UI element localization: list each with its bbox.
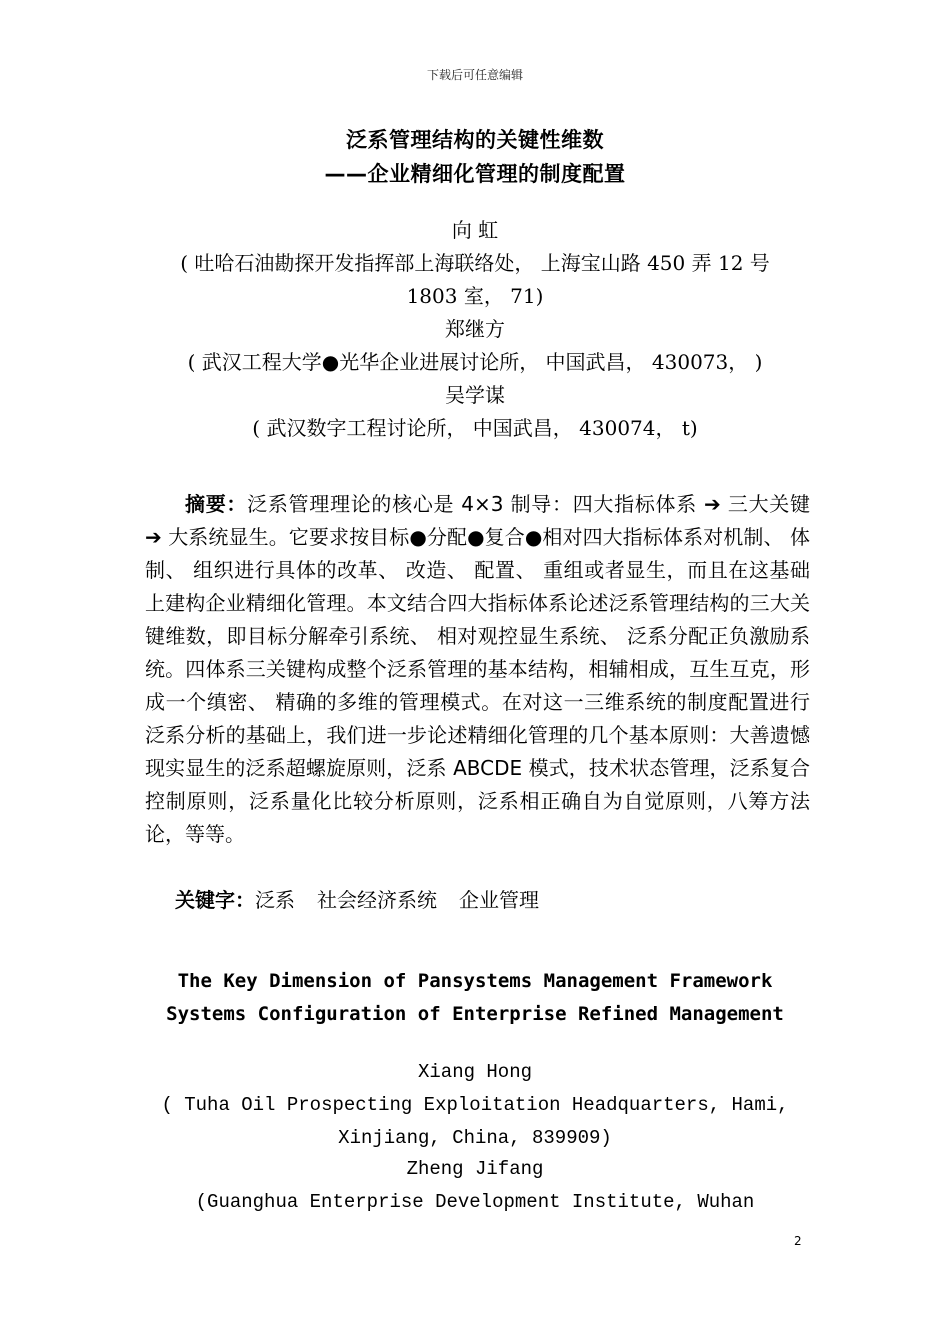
keyword-item: 企业管理 <box>459 888 539 912</box>
english-title-line-2: Systems Configuration of Enterprise Refined Management <box>166 1003 784 1025</box>
author-1-affiliation-line-2: 1803 室， 71) <box>406 284 544 308</box>
keyword-item: 泛系 <box>255 888 295 912</box>
english-title-line-1: The Key Dimension of Pansystems Management Framework <box>177 970 773 992</box>
title-line-1: 泛系管理结构的关键性维数 <box>346 128 604 152</box>
abstract-label: 摘要： <box>185 492 248 516</box>
english-author-1: Xiang Hong <box>417 1061 533 1083</box>
english-affiliation-1-line-2: Xinjiang, China, 839909) <box>338 1127 612 1149</box>
title-line-2: ——企业精细化管理的制度配置 <box>324 162 626 186</box>
page-number: 2 <box>794 1234 802 1248</box>
author-2-name: 郑继方 <box>445 317 505 341</box>
keywords-label: 关键字： <box>175 888 255 912</box>
header-note: 下载后可任意编辑 <box>426 68 523 82</box>
keywords <box>175 884 815 917</box>
author-1-affiliation-line-1: ( 吐哈石油勘探开发指挥部上海联络处， 上海宝山路 450 弄 12 号 <box>180 251 770 275</box>
english-author-2: Zheng Jifang <box>406 1158 544 1180</box>
author-2-affiliation: ( 武汉工程大学●光华企业进展讨论所， 中国武昌， 430073， ) <box>187 350 763 374</box>
keyword-item: 社会经济系统 <box>317 888 437 912</box>
author-1-name: 向 虹 <box>451 218 499 242</box>
author-3-affiliation: ( 武汉数字工程讨论所， 中国武昌， 430074， t) <box>252 416 698 440</box>
english-affiliation-1-line-1: ( Tuha Oil Prospecting Exploitation Headquarters, Hami, <box>161 1094 789 1116</box>
abstract <box>145 488 810 851</box>
author-3-name: 吴学谋 <box>445 383 505 407</box>
english-affiliation-2-line-1: (Guanghua Enterprise Development Institute, Wuhan <box>195 1191 755 1213</box>
abstract-text: 泛系管理理论的核心是 4×3 制导：四大指标体系 ➔ 三大关键 ➔ 大系统显生。它要求按目标●分配●复合●相对四大指标体系对机制、 体制、 组织进行具体的改革、 改造、 配置、 重组或者显生，而且在这基础上建构企业精细化管理。本文结合四大指标体系论述泛系管理结构的三大关键维数，即目标分解牵引系统、 相对观控显生系统、 泛系分配正负激励系统。四体系三关键构成整个泛系管理的基本结构，相辅相成，互生互克，形成一个缜密、 精确的多维的管理模式。在对这一三维系统的制度配置进行泛系分析的基础上，我们进一步论述精细化管理的几个基本原则：大善遗憾现实显生的泛系超螺旋原则，泛系 ABCDE 模式，技术状态管理，泛系复合控制原则，泛系量化比较分析原则，泛系相正确自为自觉原则，八筹方法论，等等。 <box>145 492 810 846</box>
